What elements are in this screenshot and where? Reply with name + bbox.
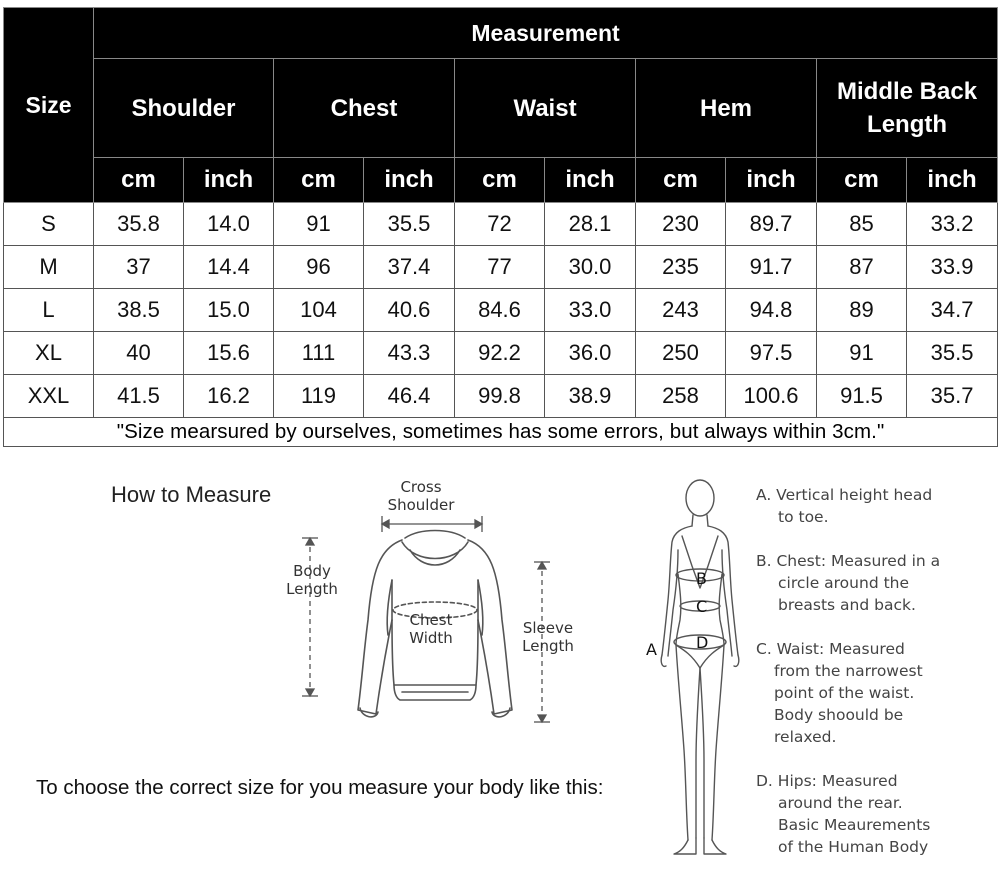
- measurement-header: Measurement: [94, 8, 998, 59]
- body-length-label: [280, 562, 344, 598]
- size-label-cell: L: [4, 289, 94, 332]
- measurement-cell: 99.8: [455, 375, 545, 418]
- measurement-cell: 37: [94, 246, 184, 289]
- size-header: Size: [4, 8, 94, 203]
- measurement-cell: 84.6: [455, 289, 545, 332]
- measurement-cell: 91: [817, 332, 907, 375]
- size-row: [4, 332, 998, 375]
- measurement-cell: 89: [817, 289, 907, 332]
- measurement-cell: 15.6: [184, 332, 274, 375]
- measurement-cell: 46.4: [364, 375, 455, 418]
- measurement-cell: 16.2: [184, 375, 274, 418]
- legend-c-line5: relaxed.: [774, 728, 837, 746]
- unit-header: inch: [364, 158, 455, 203]
- measurement-cell: 35.5: [907, 332, 998, 375]
- legend-c: [756, 638, 996, 748]
- legend-d-line2: around the rear.: [778, 794, 903, 812]
- how-to-measure-title: How to Measure: [111, 482, 272, 507]
- sleeve-label-line2: Length: [522, 637, 574, 655]
- sleeve-length-label: [511, 619, 585, 655]
- legend-c-line3: point of the waist.: [774, 684, 915, 702]
- legend-c-line2: from the narrowest: [774, 662, 923, 680]
- choose-size-instruction: To choose the correct size for you measure your body like this:: [36, 776, 604, 799]
- measurement-cell: 35.5: [364, 203, 455, 246]
- legend-b-line3: breasts and back.: [778, 596, 916, 614]
- legend-d-line4: of the Human Body: [778, 838, 929, 856]
- size-row: [4, 289, 998, 332]
- legend-b-line2: circle around the: [778, 574, 910, 592]
- measurement-cell: 40.6: [364, 289, 455, 332]
- measurement-cell: 14.0: [184, 203, 274, 246]
- measurement-cell: 243: [636, 289, 726, 332]
- measurement-cell: 97.5: [726, 332, 817, 375]
- measurement-cell: 96: [274, 246, 364, 289]
- part-header: Shoulder: [94, 59, 274, 158]
- measurement-cell: 40: [94, 332, 184, 375]
- measurement-legend: [756, 484, 996, 880]
- size-row: [4, 203, 998, 246]
- measurement-cell: 91: [274, 203, 364, 246]
- measurement-cell: 250: [636, 332, 726, 375]
- unit-header: cm: [636, 158, 726, 203]
- body-letter-a: A: [646, 640, 657, 659]
- unit-header: cm: [455, 158, 545, 203]
- size-label-cell: XXL: [4, 375, 94, 418]
- measurement-cell: 258: [636, 375, 726, 418]
- unit-header: cm: [817, 158, 907, 203]
- legend-d-line3: Basic Meaurements: [778, 816, 931, 834]
- body-letter-c: C: [696, 597, 708, 616]
- chest-label-line2: Width: [409, 629, 453, 647]
- unit-header: inch: [907, 158, 998, 203]
- chest-width-label: [400, 611, 462, 647]
- legend-b: [756, 550, 996, 616]
- body-letter-b: B: [696, 569, 707, 588]
- legend-b-line1: B. Chest: Measured in a: [756, 552, 941, 570]
- unit-header: inch: [726, 158, 817, 203]
- measurement-cell: 15.0: [184, 289, 274, 332]
- measurement-cell: 33.9: [907, 246, 998, 289]
- legend-a-line2: to toe.: [778, 508, 829, 526]
- measurement-cell: 111: [274, 332, 364, 375]
- measurement-cell: 89.7: [726, 203, 817, 246]
- measurement-cell: 91.5: [817, 375, 907, 418]
- legend-a: [756, 484, 996, 528]
- measurement-cell: 35.7: [907, 375, 998, 418]
- measurement-cell: 72: [455, 203, 545, 246]
- measurement-cell: 38.9: [545, 375, 636, 418]
- measurement-cell: 100.6: [726, 375, 817, 418]
- measurement-cell: 104: [274, 289, 364, 332]
- part-header: Hem: [636, 59, 817, 158]
- body-label-line1: Body: [293, 562, 331, 580]
- size-row: [4, 375, 998, 418]
- part-header: Chest: [274, 59, 455, 158]
- measurement-cell: 92.2: [455, 332, 545, 375]
- measurement-cell: 36.0: [545, 332, 636, 375]
- units-header-row: [4, 158, 998, 203]
- legend-c-line1: C. Waist: Measured: [756, 640, 905, 658]
- size-rows: [4, 203, 998, 418]
- measurement-cell: 87: [817, 246, 907, 289]
- unit-header: inch: [184, 158, 274, 203]
- measurement-cell: 85: [817, 203, 907, 246]
- measurement-cell: 91.7: [726, 246, 817, 289]
- size-label-cell: M: [4, 246, 94, 289]
- legend-a-line1: A. Vertical height head: [756, 486, 933, 504]
- part-header: Waist: [455, 59, 636, 158]
- sleeve-label-line1: Sleeve: [522, 619, 574, 637]
- cross-label-line2: Shoulder: [387, 496, 455, 514]
- measurement-cell: 35.8: [94, 203, 184, 246]
- legend-d: [756, 770, 996, 858]
- body-label-line2: Length: [286, 580, 338, 598]
- measurement-cell: 28.1: [545, 203, 636, 246]
- size-label-cell: S: [4, 203, 94, 246]
- measurement-cell: 34.7: [907, 289, 998, 332]
- unit-header: cm: [274, 158, 364, 203]
- body-measure-illustration: [640, 470, 760, 865]
- measurement-cell: 33.2: [907, 203, 998, 246]
- cross-label-line1: Cross: [400, 478, 442, 496]
- measurement-cell: 38.5: [94, 289, 184, 332]
- body-letter-d: D: [696, 633, 709, 652]
- measurement-cell: 94.8: [726, 289, 817, 332]
- measurement-cell: 235: [636, 246, 726, 289]
- part-header: Middle Back Length: [817, 59, 998, 158]
- size-chart-table: [3, 7, 998, 447]
- cross-shoulder-label: [386, 478, 456, 514]
- measurement-cell: 77: [455, 246, 545, 289]
- size-row: [4, 246, 998, 289]
- chest-label-line1: Chest: [409, 611, 453, 629]
- measurement-cell: 119: [274, 375, 364, 418]
- unit-header: inch: [545, 158, 636, 203]
- unit-header: cm: [94, 158, 184, 203]
- parts-header-row: [4, 59, 998, 158]
- measurement-cell: 14.4: [184, 246, 274, 289]
- measurement-cell: 33.0: [545, 289, 636, 332]
- measurement-cell: 230: [636, 203, 726, 246]
- measurement-cell: 43.3: [364, 332, 455, 375]
- size-label-cell: XL: [4, 332, 94, 375]
- legend-d-line1: D. Hips: Measured: [756, 772, 898, 790]
- legend-c-line4: Body shoould be: [774, 706, 904, 724]
- measurement-cell: 41.5: [94, 375, 184, 418]
- measurement-note: "Size mearsured by ourselves, sometimes has some errors, but always within 3cm.": [4, 418, 998, 447]
- measurement-cell: 30.0: [545, 246, 636, 289]
- measurement-cell: 37.4: [364, 246, 455, 289]
